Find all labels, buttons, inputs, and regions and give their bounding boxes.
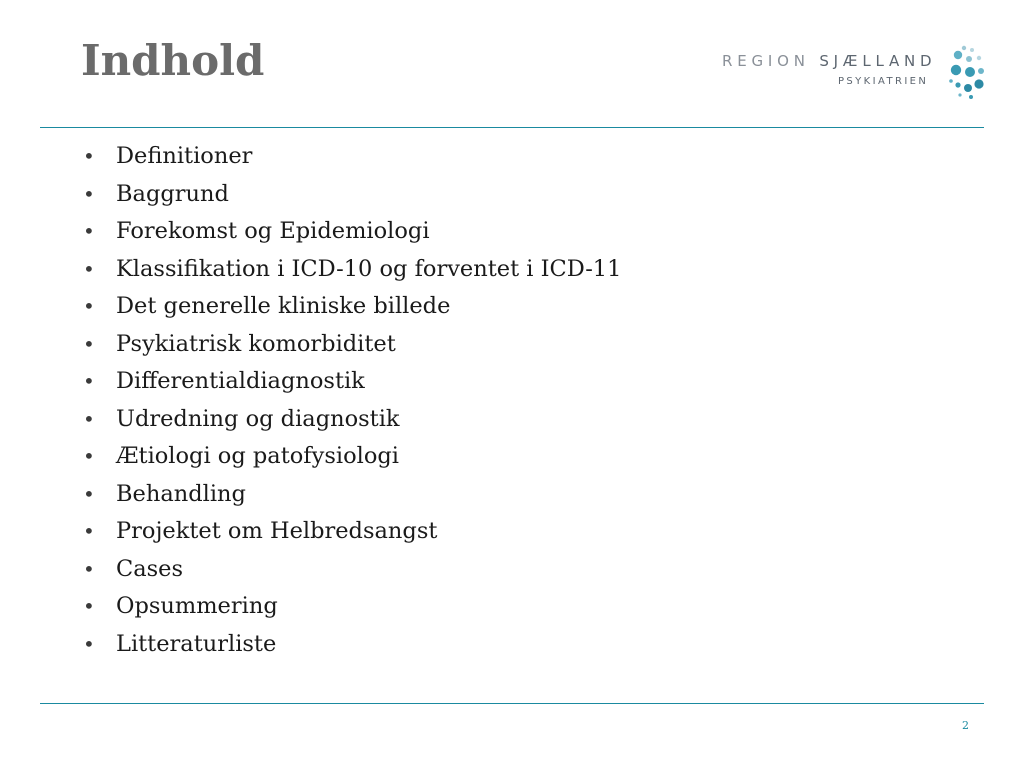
agenda-item-label: Differentialdiagnostik [116, 368, 365, 394]
logo-wordmark [722, 52, 936, 70]
agenda-item [78, 401, 621, 439]
bullet-icon: • [83, 294, 95, 318]
agenda-item-label: Behandling [116, 480, 246, 507]
bullet-icon: • [83, 331, 95, 356]
bullet-icon: • [83, 594, 95, 618]
bullet-icon: • [83, 144, 95, 168]
bullet-icon: • [83, 444, 95, 468]
agenda-item [78, 588, 621, 626]
bullet-icon: • [83, 181, 95, 206]
bullet-icon: • [83, 519, 95, 543]
agenda-item-label: Definitioner [116, 143, 253, 169]
agenda-item [78, 363, 621, 401]
agenda-item-label: Baggrund [116, 180, 229, 207]
agenda-list [78, 138, 621, 663]
agenda-item-label: Klassifikation i ICD-10 og forventet i ICD-11 [116, 255, 622, 282]
logo-word-region: REGION [722, 52, 810, 70]
agenda-item [78, 626, 621, 664]
agenda-item-label: Det generelle kliniske billede [116, 293, 451, 319]
agenda-item-label: Forekomst og Epidemiologi [116, 218, 430, 244]
agenda-item [78, 476, 621, 514]
bullet-icon: • [83, 556, 95, 581]
bullet-icon: • [83, 256, 95, 281]
agenda-item-label: Cases [116, 555, 184, 582]
agenda-item-label: Psykiatrisk komorbiditet [116, 330, 396, 357]
logo-subtitle: PSYKIATRIEN [838, 76, 929, 87]
agenda-item-label: Projektet om Helbredsangst [116, 518, 438, 544]
agenda-item [78, 251, 621, 289]
agenda-item [78, 551, 621, 589]
logo-dots-icon [944, 44, 988, 100]
slide-title: Indhold [81, 36, 265, 85]
agenda-item [78, 176, 621, 214]
bullet-icon: • [83, 219, 95, 243]
agenda-item-label: Opsummering [116, 593, 278, 619]
agenda-item [78, 288, 621, 326]
agenda-item-label: Udredning og diagnostik [116, 405, 400, 432]
agenda-item [78, 326, 621, 364]
agenda-item-label: Ætiologi og patofysiologi [116, 443, 399, 469]
agenda-item-label: Litteraturliste [116, 630, 277, 657]
agenda-item [78, 438, 621, 476]
bullet-icon: • [83, 631, 95, 656]
logo-word-sjaelland: SJÆLLAND [819, 52, 937, 70]
agenda-item [78, 138, 621, 176]
top-divider [40, 127, 984, 128]
region-sjaelland-logo [722, 44, 988, 100]
agenda-item [78, 213, 621, 251]
bullet-icon: • [83, 481, 95, 506]
page-number: 2 [962, 719, 969, 732]
bottom-divider [40, 703, 984, 704]
bullet-icon: • [83, 406, 95, 431]
agenda-item [78, 513, 621, 551]
bullet-icon: • [83, 369, 95, 393]
